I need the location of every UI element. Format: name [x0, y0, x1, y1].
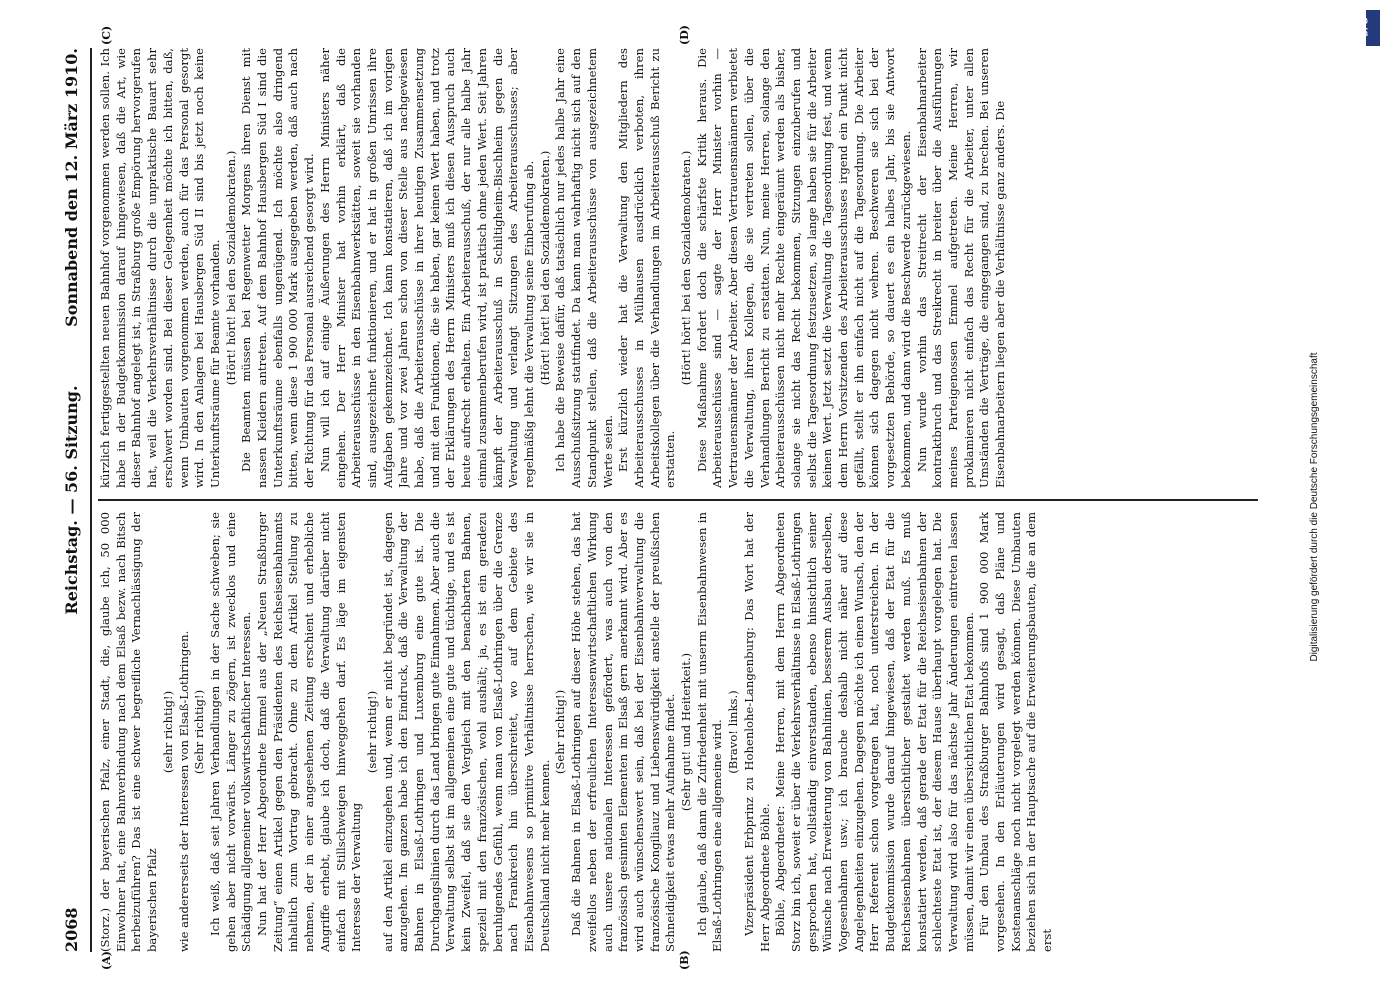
paragraph: auf den Artikel einzugehen und, wenn er nicht begründet ist, dagegen anzugehen. Im ganzen habe ich den Eindruck, daß die Verwaltung der Bahnen in Elsaß-Lothringen und Luxemburg eine gute ist. Die Durchgangslinien durch das Land bringen gute Einnahmen. Aber auch die Verwaltung selbst ist im allgemeinen eine gute und tüchtige, und es ist kein Zweifel, daß sie den Vergleich mit den benachbarten Bahnen, speziell mit den französischen, wohl aushält; ja, es ist ein geradezu beruhigendes Gefühl, wenn man von Elsaß-Lothringen über die Grenze nach Frankreich hin überschreitet, wo auf dem Gebiete des Eisenbahnwesens so primitive Verhältnisse herrschen, wie wir sie in Deutschland nicht mehr kennen.	[380, 512, 552, 952]
paragraph: Nun hat der Herr Abgeordnete Emmel aus der „Neuen Straßburger Zeitung“ einen Artikel gegen den Präsidenten des Reichseisenbahnamts inhaltlich zum Vortrag gebracht. Ohne zu dem Artikel Stellung zu nehmen, der in einer angesehenen Zeitung erschient und erhebliche Angriffe erhebt, glaube ich doch, daß die Verwaltung darüber nicht einfach mit Stillschweigen hinweggehen darf. Es läge im eigensten Interesse der Verwaltung	[255, 512, 364, 952]
paragraph: Diese Maßnahme fordert doch die schärfste Kritik heraus. Die Arbeiterausschüsse sind — sagte der Herr Minister vorhin — Vertrauensmänner der Arbeiter. Aber diesen Vertrauensmännern verbietet die Verwaltung, ihren Kollegen, die sie vertreten sollen, über die Verhandlungen Bericht zu erstatten. Nun, meine Herren, solange den Arbeiterausschüssen nicht mehr Rechte eingeräumt werden als bisher, solange sie nicht das Recht bekommen, Sitzungen einzuberufen und selbst die Tagesordnung festzusetzen, so lange haben sie für die Arbeiter keinen Wert. Jetzt setzt die Verwaltung die Tagesordnung fest, und wenn dem Herrn Vorsitzenden des Arbeiterausschusses irgend ein Punkt nicht gefällt, stellt er ihn einfach nicht auf die Tagesordnung. Die Arbeiter können sich dagegen nicht wehren. Beschweren sie sich bei der vorgesetzten Behörde, so dauert es ein halbes Jahr, bis sie Antwort bekommen, und dann wird die Beschwerde zurückgewiesen.	[694, 48, 913, 488]
speaker-paragraph: Vizepräsident Erbprinz zu Hohenlohe-Langenburg: Das Wort hat der Herr Abgeordnete Böhle.	[741, 512, 772, 952]
paragraph: Böhle, Abgeordneter: Meine Herren, mit dem Herrn Abgeordneten Storz bin ich, soweit er über die Verkehrsverhältnisse in Elsaß-Lothringen gesprochen hat, vollständig einverstanden, ebenso hinsichtlich seiner Wünsche nach Erweiterung von Bahnlinien, besserem Ausbau derselben, Vogesenbahnen usw.; ich brauche deshalb nicht näher auf diese Angelegenheiten einzugehen. Dagegen möchte ich einen Wunsch, den der Herr Referent schon vorgetragen hat, noch unterstreichen. In der Budgetkommission wurde darauf hingewiesen, daß der Etat für die Reichseisenbahnen übersichtlicher gestaltet werden muß. Es muß konstatiert werden, daß gerade der Etat für die Reichseisenbahnen der schlechteste Etat ist, der diesem Hause überhaupt vorgelegen hat. Die Verwaltung wird also für das nächste Jahr Änderungen eintreten lassen müssen, damit wir einen übersichtlichen Etat bekommen.	[773, 512, 976, 952]
page-header	[58, 48, 90, 952]
header-rule	[90, 48, 92, 952]
right-column	[98, 48, 1258, 488]
paragraph: Ich weiß, daß seit Jahren Verhandlungen in der Sache schweben; sie gehen aber nicht vorwärts. Länger zu zögern, ist zwecklos und eine Schädigung allgemeiner volkswirtschaftlicher Interessen.	[207, 512, 254, 952]
paragraph: Ich glaube, daß dann die Zufriedenheit mit unserm Eisenbahnwesen in Elsaß-Lothringen eine allgemeine wird.	[694, 512, 725, 952]
paragraph: Nun will ich auf einige Äußerungen des Herrn Ministers näher eingehen. Der Herr Minister hat vorhin erklärt, daß die Arbeiterausschüsse in den Eisenbahnwerkstätten, soweit sie vorhanden sind, ausgezeichnet funktionieren, und er hat in großen Umrissen ihre Aufgaben gekennzeichnet. Ich kann konstatieren, daß ich im vorigen Jahre und vor zwei Jahren schon von dieser Stelle aus nachgewiesen habe, daß die Arbeiterausschüsse in ihrer heutigen Zusammensetzung und mit den Funktionen, die sie haben, gar keinen Wert haben, und trotz der Erklärungen des Herrn Ministers muß ich diesen Ausspruch auch heute aufrecht erhalten. Ein Arbeiterausschuß, der nur alle halbe Jahr einmal zusammenberufen wird, ist praktisch ohne jeden Wert. Seit Jahren kämpft der Arbeiterausschuß in Schiltigheim-Bischheim gegen die Verwaltung und verlangt Sitzungen des Arbeiterausschusses; aber regelmäßig lehnt die Verwaltung seine Einberufung ab.	[317, 48, 536, 488]
interjection: (sehr richtig!)	[160, 690, 175, 774]
paragraph: wie andererseits der Interessen von Elsaß-Lothringen.	[176, 630, 191, 952]
margin-marker-d: (D)	[678, 25, 691, 45]
session-date: Sonnabend den 12. März 1910.	[62, 48, 81, 327]
margin-marker-c: (C)	[100, 25, 113, 45]
paragraph: (Storz.) der bayerischen Pfalz, einer Stadt, die, glaube ich, 50 000 Einwohner hat, eine Bahnverbindung nach dem Elsaß bezw. nach Bitsch herbeizuführen? Das ist eine schwer begreifliche Vernachlässigung der bayerischen Pfalz	[98, 512, 160, 952]
paragraph: Daß die Bahnen in Elsaß-Lothringen auf dieser Höhe stehen, das hat zweifellos neben der erfreulichen Interessenwirtschaftlichen Wirkung auch unsere nationalen Interessen gefördert, was auch von den französisch gesinnten Elementen im Elsaß gern anerkannt wird. Aber es wird auch wünschenswert sein, daß bei der Eisenbahnverwaltung die französische Kongiliauz und Liebenswürdigkeit anstelle der preußischen Schneidigkeit etwas mehr Aufnahme findet.	[569, 512, 678, 952]
interjection: (Hört! hört! bei den Sozialdemokraten.)	[537, 150, 552, 386]
margin-marker-a: (A)	[100, 951, 113, 970]
paragraph: Nun wurde vorhin das Streitrecht der Eisenbahnarbeiter kontraktbruch und das Streikrecht in breiter über die Ausführungen meines Parteigenossen Emmel aufgetreten. Meine Herren, wir proklamieren nicht einfach das Recht für die Arbeiter, unter allen Umständen die Verträge, die eingegangen sind, zu brechen. Bei unseren Eisenbahnarbeitern liegen aber die Verhältnisse ganz anders. Die	[914, 48, 1008, 488]
page-number: 2068	[62, 907, 81, 952]
column-divider	[98, 499, 1258, 501]
dfg-logo: DFG	[1366, 10, 1380, 46]
paragraph: Ich habe die Beweise dafür, daß tatsächlich nur jedes halbe Jahr eine Ausschußsitzung stattfindet. Da kann man wahrhaftig nicht sich auf den Standpunkt stellen, daß die Arbeiterausschüsse von ausgezeichnetem Werte seien.	[553, 48, 615, 488]
paragraph: Erst kürzlich wieder hat die Verwaltung den Mitgliedern des Arbeiterausschusses in Mülhausen ausdrücklich verboten, ihren Arbeitskollegen über die Verhandlungen im Arbeiterausschuß Bericht zu erstatten.	[616, 48, 678, 488]
left-column	[98, 512, 1258, 952]
interjection: (Bravo! links.)	[726, 690, 741, 774]
interjection: (Hört! hört! bei den Sozialdemokraten.)	[679, 150, 694, 386]
interjection: (sehr richtig!)	[364, 690, 379, 774]
margin-marker-b: (B)	[678, 950, 691, 970]
interjection: (Sehr richtig!)	[553, 689, 568, 775]
paragraph: kürzlich fertiggestellten neuen Bahnhof vorgenommen werden sollen. Ich habe in der Budgetkommission darauf hingewiesen, daß die Art, wie dieser Bahnhof angelegt ist, in Straßburg große Empörung hervorgerufen hat, weil die Verkehrsverhältnisse durch die unpraktische Bauart sehr erschwert worden sind. Bei dieser Gelegenheit möchte ich bitten, daß, wenn Umbauten vorgenommen werden, auch für das Personal gesorgt wird. In den Anlagen bei Hausbergen Süd II sind bis jetzt noch keine Unterkunftsräume für Beamte vorhanden.	[98, 48, 222, 488]
interjection: (Sehr gut! und Heiterkeit.)	[679, 652, 694, 812]
session-title: Reichstag. — 56. Sitzung.	[62, 385, 81, 615]
interjection: (Sehr richtig!)	[192, 689, 207, 775]
interjection: (Hört! hört! bei den Sozialdemokraten.)	[223, 150, 238, 386]
paragraph: Die Beamten müssen bei Regenwetter Morgens ihren Dienst mit nassen Kleidern antreten. Auf dem Bahnhof Hausbergen Süd I sind die Unterkunftsräume ebenfalls ungenügend. Ich möchte also dringend bitten, wenn diese 1 900 000 Mark ausgegeben werden, daß auch nach der Richtung für das Personal ausreichend gesorgt wird.	[239, 48, 317, 488]
digitization-credit: Digitalisierung gefördert durch die Deutsche Forschungsgemeinschaft	[1309, 352, 1320, 662]
paragraph: Für den Umbau des Straßburger Bahnhofs sind 1 900 000 Mark vorgesehen. In den Erläuterungen wird gesagt, daß Pläne und Kostenanschläge noch nicht vorgelegt werden können. Diese Umbauten beziehen sich in der Hauptsache auf die Erweiterungsbauten, die an dem erst	[977, 512, 1055, 952]
